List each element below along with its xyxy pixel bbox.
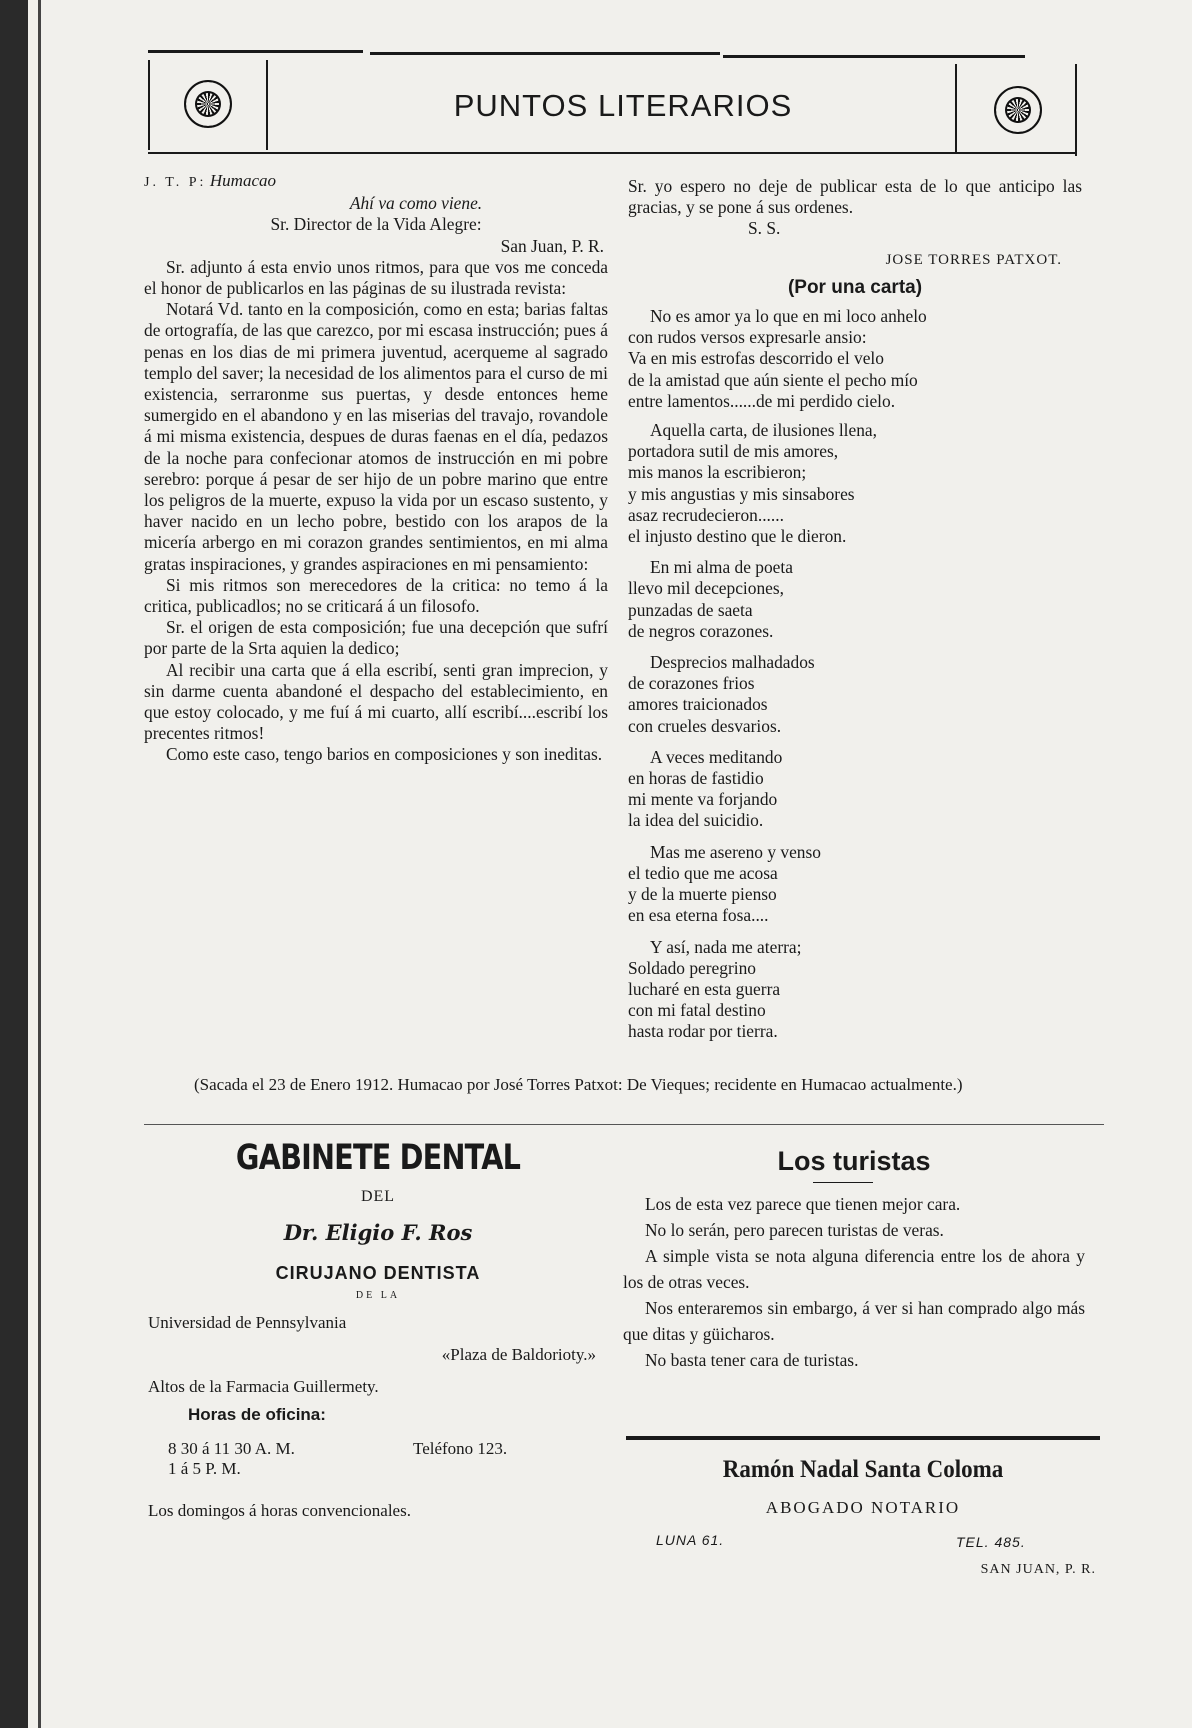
tourists-paragraph: Nos enteraremos sin embargo, á ver si han comprado algo más que ditas y güicharos. [623, 1298, 1085, 1344]
poem-line: y mis angustias y mis sinsabores [628, 483, 855, 504]
poem-line: de corazones frios [628, 673, 755, 694]
poem-stanza [628, 842, 1082, 927]
poem-line: portadora sutil de mis amores, [628, 441, 839, 462]
poem-line: Mas me asereno y venso [650, 841, 821, 862]
poem-line: entre lamentos......de mi perdido cielo. [628, 390, 896, 411]
letter-column [144, 170, 608, 766]
letter-address-2: San Juan, P. R. [500, 235, 604, 256]
poem-line: con crueles desvarios. [628, 715, 782, 736]
poem-line: asaz recrudecieron...... [628, 504, 784, 525]
poem-body [628, 306, 1082, 1043]
header-rule-divider-left [266, 60, 268, 150]
lawyer-ad-rule [626, 1436, 1100, 1440]
poem-line: mis manos la escribieron; [628, 462, 807, 483]
tourists-paragraph: No lo serán, pero parecen turistas de veras. [645, 1220, 944, 1240]
tourists-article [623, 1144, 1085, 1373]
dental-ad-del: DEL [360, 1188, 396, 1205]
poem-line: amores traicionados [628, 694, 768, 715]
letter-paragraph: Sr. adjunto á esta envio unos ritmos, para que vos me conceda el honor de publicarlos en las páginas de su ilustrada revista: [144, 256, 608, 299]
tourists-title-rule [813, 1182, 873, 1183]
poem-stanza [628, 420, 1082, 547]
dental-ad-plaza: «Plaza de Baldorioty.» [441, 1345, 596, 1364]
header-rule-top-left [148, 50, 363, 53]
dental-ad-hours [148, 1439, 608, 1479]
letter-initials: J. T. P: [144, 175, 207, 190]
letter-place: Humacao [209, 171, 276, 190]
header-rule-left [148, 60, 150, 150]
header-rule-bottom [148, 152, 1077, 154]
poem-stanza [628, 557, 1082, 642]
poem-line: Aquella carta, de ilusiones llena, [650, 420, 877, 441]
letter-paragraph: Si mis ritmos son merecedores de la critica: no temo á la critica, publicadlos; no se criticará á un filosofo. [144, 574, 608, 617]
dental-ad [148, 1138, 608, 1521]
dental-ad-doctor: Dr. Eligio F. Ros [283, 1220, 473, 1245]
poem-line: No es amor ya lo que en mi loco anhelo [650, 306, 927, 327]
poem-line: hasta rodar por tierra. [628, 1021, 778, 1042]
poem-line: en esa eterna fosa.... [628, 905, 769, 926]
lawyer-name: Ramón Nadal Santa Coloma [722, 1456, 1004, 1483]
dental-ad-hours-label: Horas de oficina: [188, 1405, 326, 1424]
letter-tagline: Ahí va como viene. [349, 193, 483, 214]
poem-line: el tedio que me acosa [628, 862, 778, 883]
poem-line: la idea del suicidio. [628, 810, 764, 831]
lawyer-city: SAN JUAN, P. R. [980, 1562, 1096, 1577]
header-rule-top-right [723, 55, 1025, 58]
dental-ad-sundays: Los domingos á horas convencionales. [148, 1501, 411, 1520]
dental-ad-profession: CIRUJANO DENTISTA [275, 1263, 481, 1283]
letter-paragraph: Al recibir una carta que á ella escribí, senti gran imprecion, y sin darme cuenta abandoné el despacho del establecimiento, en que estoy colocado, y me fuí á mi cuarto, allí escribí....escribí los precentes ritmos! [144, 659, 608, 744]
flower-ornament-icon-left [184, 80, 232, 128]
lawyer-title: ABOGADO NOTARIO [765, 1498, 961, 1517]
tourists-title: Los turistas [777, 1146, 931, 1176]
dental-ad-hours-am: 8 30 á 11 30 A. M. [168, 1439, 295, 1458]
poem-stanza [628, 937, 1082, 1043]
poem-line: mi mente va forjando [628, 789, 778, 810]
poem-line: A veces meditando [650, 746, 783, 767]
poem-line: Y así, nada me aterra; [650, 936, 802, 957]
letter-signature: JOSE TORRES PATXOT. [885, 251, 1062, 268]
poem-line: con rudos versos expresarle ansio: [628, 327, 867, 348]
letter-address-1: Sr. Director de la Vida Alegre: [270, 214, 482, 235]
poem-line: Soldado peregrino [628, 957, 756, 978]
poem-line: llevo mil decepciones, [628, 578, 784, 599]
tourists-paragraph: Los de esta vez parece que tienen mejor cara. [645, 1194, 961, 1214]
poem-title: (Por una carta) [787, 276, 923, 298]
letter-footnote: (Sacada el 23 de Enero 1912. Humacao por José Torres Patxot: De Vieques; recidente en Humacao actualmente.) [194, 1075, 963, 1094]
poem-line: punzadas de saeta [628, 599, 753, 620]
lawyer-contact [626, 1532, 1100, 1556]
letter-paragraph: Notará Vd. tanto en la composición, como en esta; barias faltas de ortografía, de las que carezco, por mi escasa instrucción; pues á penas en los dias de mi primera juventud, acerqueme al sagrado templo del saver; la necesidad de los alimentos para el curso de mi existencia, serraronme sus puertas, y desde entonces heme sumergido en el abandono y en las miserias del travajo, rovandole á mi misma existencia, despues de duras faenas en el día, pedazos de la noche para confecionar atomos de instrucción en mi pobre serebro: porque á pesar de ser hijo de un pobre marino que entre los peligros de la muerte, expuso la vida por un escaso sustento, y haver nacido en un lecho pobre, bestido con los arapos de la micería arbergo en mi corazon grandes sentimientos, en mi alma gratas inspiraciones, y grandes aspiraciones en mi pensamiento: [144, 299, 608, 574]
dental-ad-phone: Teléfono 123. [413, 1439, 508, 1458]
letter-closing: S. S. [748, 218, 781, 239]
poem-stanza [628, 306, 1082, 412]
poem-stanza [628, 652, 1082, 737]
dental-ad-altos: Altos de la Farmacia Guillermety. [148, 1377, 379, 1396]
flower-ornament-icon-right [994, 86, 1042, 134]
tourists-paragraph: No basta tener cara de turistas. [645, 1350, 859, 1370]
poem-line: En mi alma de poeta [650, 557, 793, 578]
poem-stanza [628, 747, 1082, 832]
header-rule-divider-right [955, 64, 957, 154]
lawyer-phone: TEL. 485. [956, 1534, 1026, 1550]
dental-ad-de-la: DE LA [355, 1290, 401, 1301]
poem-column [628, 176, 1082, 1043]
letter-paragraph: Como este caso, tengo barios en composiciones y son ineditas. [166, 744, 603, 765]
lawyer-ad [626, 1456, 1100, 1578]
poem-line: y de la muerte pienso [628, 884, 777, 905]
poem-line: Va en mis estrofas descorrido el velo [628, 348, 884, 369]
page-title: PUNTOS LITERARIOS [453, 88, 793, 123]
section-divider [144, 1124, 1104, 1125]
header-rule-top-mid [370, 52, 720, 55]
magazine-page [28, 0, 1192, 1728]
letter-paragraph: Sr. el origen de esta composición; fue una decepción que sufrí por parte de la Srta aquien la dedico; [144, 617, 608, 659]
poem-line: el injusto destino que le dieron. [628, 526, 847, 547]
tourists-paragraph: A simple vista se nota alguna diferencia entre los de ahora y los de otras veces. [623, 1246, 1085, 1292]
poem-line: de la amistad que aún siente el pecho mío [628, 369, 918, 390]
dental-ad-title: GABINETE DENTAL [235, 1138, 521, 1178]
poem-line: Desprecios malhadados [650, 652, 815, 673]
letter-paragraph-continued: Sr. yo espero no deje de publicar esta de lo que anticipo las gracias, y se pone á sus ordenes. [628, 176, 1082, 218]
dental-ad-hours-pm: 1 á 5 P. M. [168, 1459, 241, 1478]
poem-line: lucharé en esta guerra [628, 978, 781, 999]
header-rule-right [1075, 64, 1077, 156]
dental-ad-university: Universidad de Pennsylvania [148, 1313, 347, 1332]
poem-line: de negros corazones. [628, 620, 774, 641]
poem-line: en horas de fastidio [628, 768, 764, 789]
lawyer-address: LUNA 61. [656, 1532, 725, 1548]
poem-line: con mi fatal destino [628, 1000, 766, 1021]
